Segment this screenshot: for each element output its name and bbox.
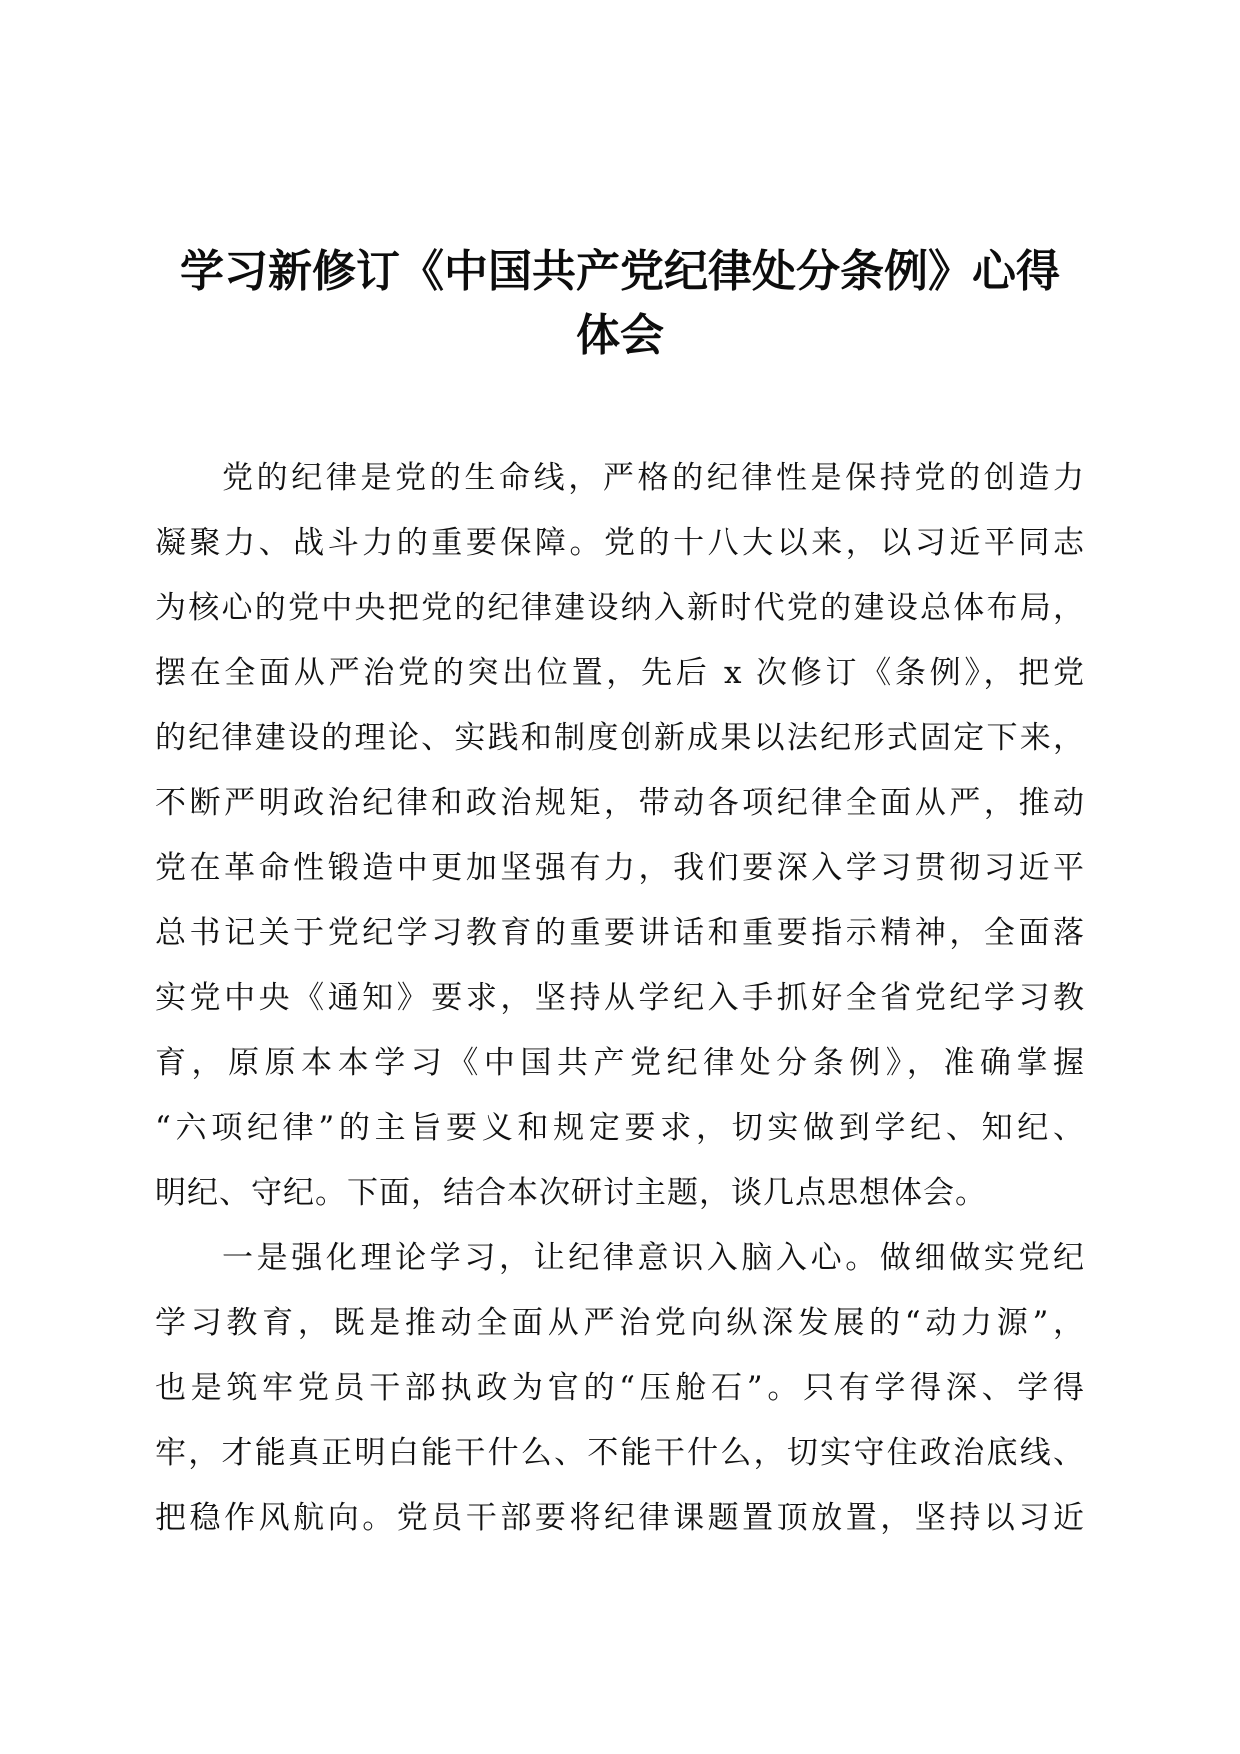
paragraph-line: 党在革命性锻造中更加坚强有力，我们要深入学习贯彻习近平 <box>155 850 1085 886</box>
paragraph-line: 实党中央《通知》要求，坚持从学纪入手抓好全省党纪学习教 <box>155 980 1085 1016</box>
document-title <box>150 240 1090 368</box>
paragraph-2 <box>155 1226 1085 1551</box>
paragraph-line: 总书记关于党纪学习教育的重要讲话和重要指示精神，全面落 <box>155 915 1085 951</box>
paragraph-line: 育，原原本本学习《中国共产党纪律处分条例》，准确掌握 <box>155 1045 1085 1081</box>
paragraph-line: 把稳作风航向。党员干部要将纪律课题置顶放置，坚持以习近 <box>155 1500 1085 1536</box>
paragraph-line: 凝聚力、战斗力的重要保障。党的十八大以来，以习近平同志 <box>155 525 1085 561</box>
paragraph-line: 学习教育，既是推动全面从严治党向纵深发展的“动力源”， <box>155 1305 1085 1341</box>
title-line-2: 体会 <box>576 310 664 361</box>
title-line-1: 学习新修订《中国共产党纪律处分条例》心得 <box>180 246 1060 297</box>
paragraph-line: 明纪、守纪。下面，结合本次研讨主题，谈几点思想体会。 <box>155 1175 987 1211</box>
paragraph-line: 也是筑牢党员干部执政为官的“压舱石”。只有学得深、学得 <box>155 1370 1085 1406</box>
document-body <box>155 446 1085 1551</box>
paragraph-1 <box>155 446 1085 1226</box>
paragraph-line: “六项纪律”的主旨要义和规定要求，切实做到学纪、知纪、 <box>155 1110 1085 1146</box>
paragraph-line: 摆在全面从严治党的突出位置，先后 x 次修订《条例》，把党 <box>155 655 1085 691</box>
paragraph-line: 的纪律建设的理论、实践和制度创新成果以法纪形式固定下来， <box>155 720 1085 756</box>
paragraph-line: 党的纪律是党的生命线，严格的纪律性是保持党的创造力 <box>222 460 1085 496</box>
paragraph-line: 牢，才能真正明白能干什么、不能干什么，切实守住政治底线、 <box>155 1435 1085 1471</box>
paragraph-line: 为核心的党中央把党的纪律建设纳入新时代党的建设总体布局， <box>155 590 1085 626</box>
paragraph-line: 不断严明政治纪律和政治规矩，带动各项纪律全面从严，推动 <box>155 785 1085 821</box>
paragraph-line: 一是强化理论学习，让纪律意识入脑入心。做细做实党纪 <box>222 1240 1085 1276</box>
